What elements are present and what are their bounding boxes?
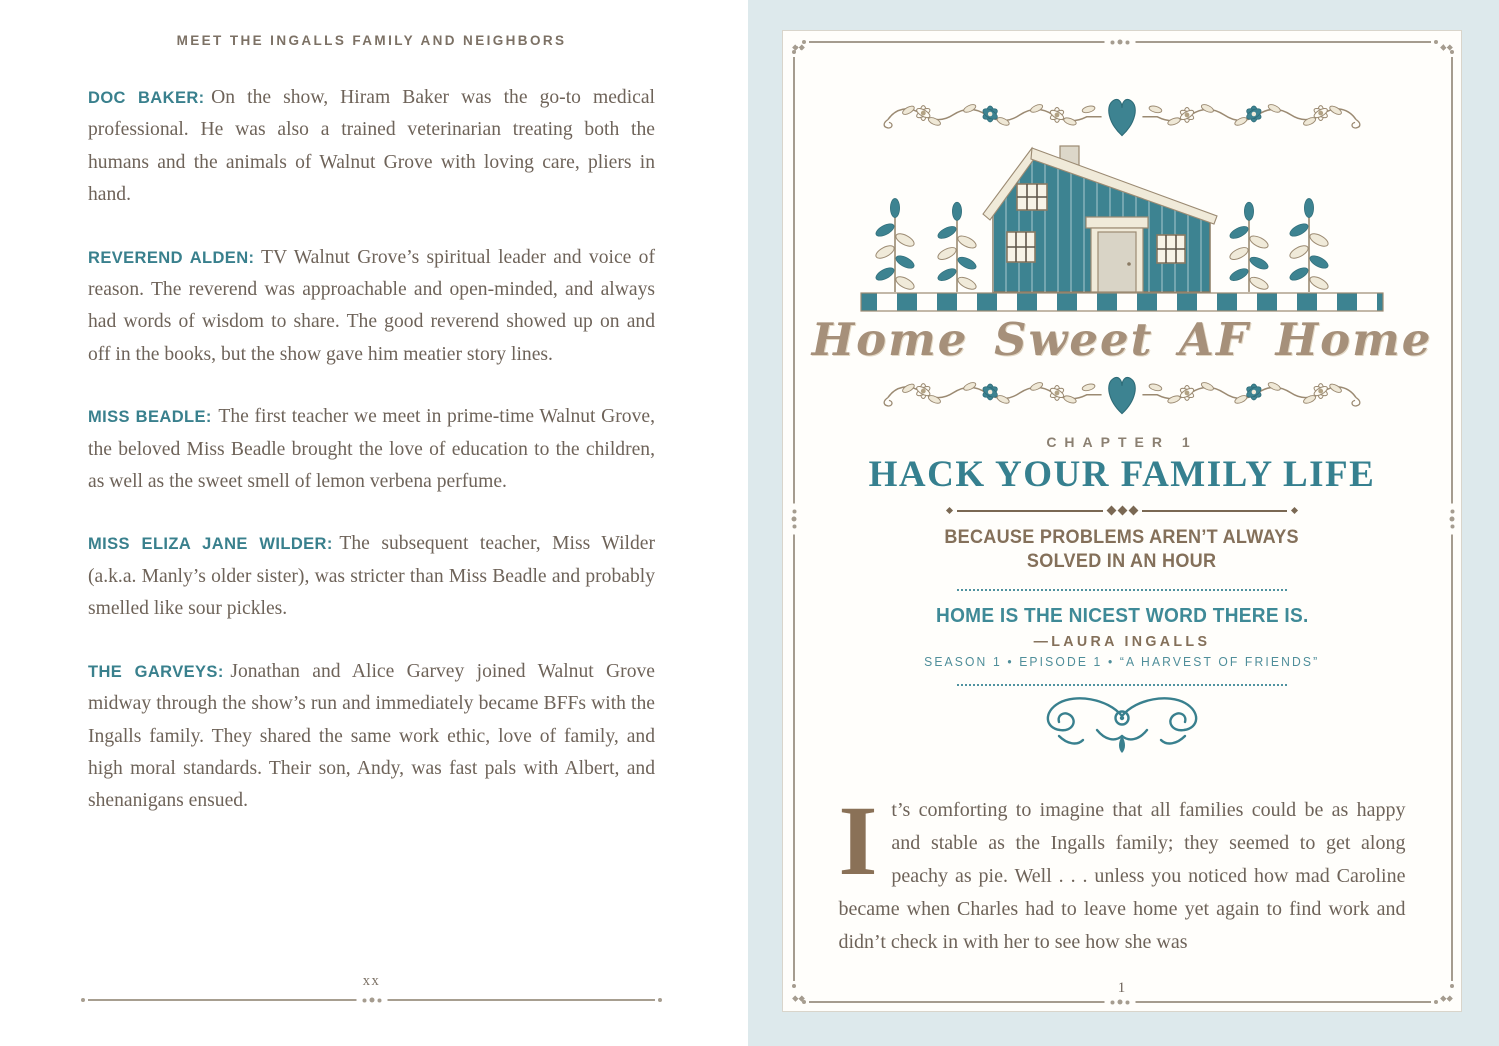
flourish-ornament-icon [1037,692,1207,754]
chapter-title: HACK YOUR FAMILY LIFE [868,454,1376,495]
floral-garland-bottom [862,366,1382,418]
illustration-title: Home Sweet AF Home [811,313,1433,366]
window-icon [1007,232,1035,262]
dotted-rule [957,684,1287,686]
epigraph-quote: HOME IS THE NICEST WORD THERE IS. [935,604,1309,627]
heart-icon [1109,377,1136,413]
entry-text: The first teacher we meet in prime-time Walnut Grove, the beloved Miss Beadle brought the love of education to the children, as well as the sweet smell of lemon verbena perfume. [88,406,655,493]
chapter-body-paragraph [838,785,1406,959]
left-page-body [88,82,655,848]
entry-text: Jonathan and Alice Garvey joined Walnut Grove midway through the show’s run and immediately became BFFs with the Ingalls family. They shared the same work ethic, love of family, and high moral standards. Their son, Andy, was fast pals with Albert, and shenanigans ensued. [88,660,655,812]
body-text: t’s comforting to imagine that all families could be as happy and stable as the Ingalls family; they seemed to get along peachy as pie. Well . . . unless you noticed how mad Caroline became when Charles had to leave home yet again to find work and didn’t check in with her to see how she was [838,799,1406,953]
quote-source: SEASON 1 • EPISODE 1 • “A HARVEST OF FRIENDS” [924,655,1320,669]
left-footer-rule [88,999,655,1001]
entry-reverend-alden [88,242,655,372]
chapter-subtitle [945,526,1300,574]
chapter-label: CHAPTER 1 [1046,434,1198,450]
entry-text: On the show, Hiram Baker was the go-to medical professional. He was also a trained veterinarian treating both the humans and the animals of Walnut Grove with loving care, pliers in hand. [88,87,655,206]
entry-label: DOC BAKER: [88,89,205,107]
right-page-number: 1 [1117,980,1127,996]
dotted-rule [957,589,1287,591]
entry-label: THE GARVEYS: [88,662,224,681]
subtitle-line2: SOLVED IN AN HOUR [1027,551,1217,572]
checker-base [861,293,1383,311]
right-page-content [783,31,1461,1011]
left-page-number: xx [362,973,381,989]
window-icon [1157,235,1185,263]
quote-attribution: —LAURA INGALLS [1033,633,1211,650]
entry-label: REVEREND ALDEN: [88,248,255,267]
floral-garland-top [862,88,1382,140]
drop-cap: I [838,785,878,896]
entry-miss-beadle [88,401,655,498]
footer-rule-dots-icon [356,996,387,1005]
door-icon [1086,217,1148,292]
house-illustration [857,140,1387,312]
entry-text: The subsequent teacher, Miss Wilder (a.k.a. Manly’s older sister), was stricter than Miss Beadle and probably smelled like sour pickles. [88,533,656,620]
subtitle-line1: BECAUSE PROBLEMS AREN’T ALWAYS [944,527,1300,548]
heart-icon [1109,99,1136,135]
house-icon [983,146,1217,292]
right-page [782,30,1462,1012]
entry-text: TV Walnut Grove’s spiritual leader and voice of reason. The reverend was approachable and open-minded, and always had words of wisdom to share. The good reverend showed up on and off in the books, but the show gave him meatier story lines. [88,246,655,365]
entry-label: MISS BEADLE: [88,408,212,427]
entry-the-garveys [88,656,655,818]
diamond-divider-icon [947,507,1297,514]
window-icon [1017,184,1047,210]
running-head: MEET THE INGALLS FAMILY AND NEIGHBORS [176,33,567,48]
entry-doc-baker [88,82,655,212]
entry-label: MISS ELIZA JANE WILDER: [88,535,333,554]
entry-miss-eliza-jane-wilder [88,528,655,625]
